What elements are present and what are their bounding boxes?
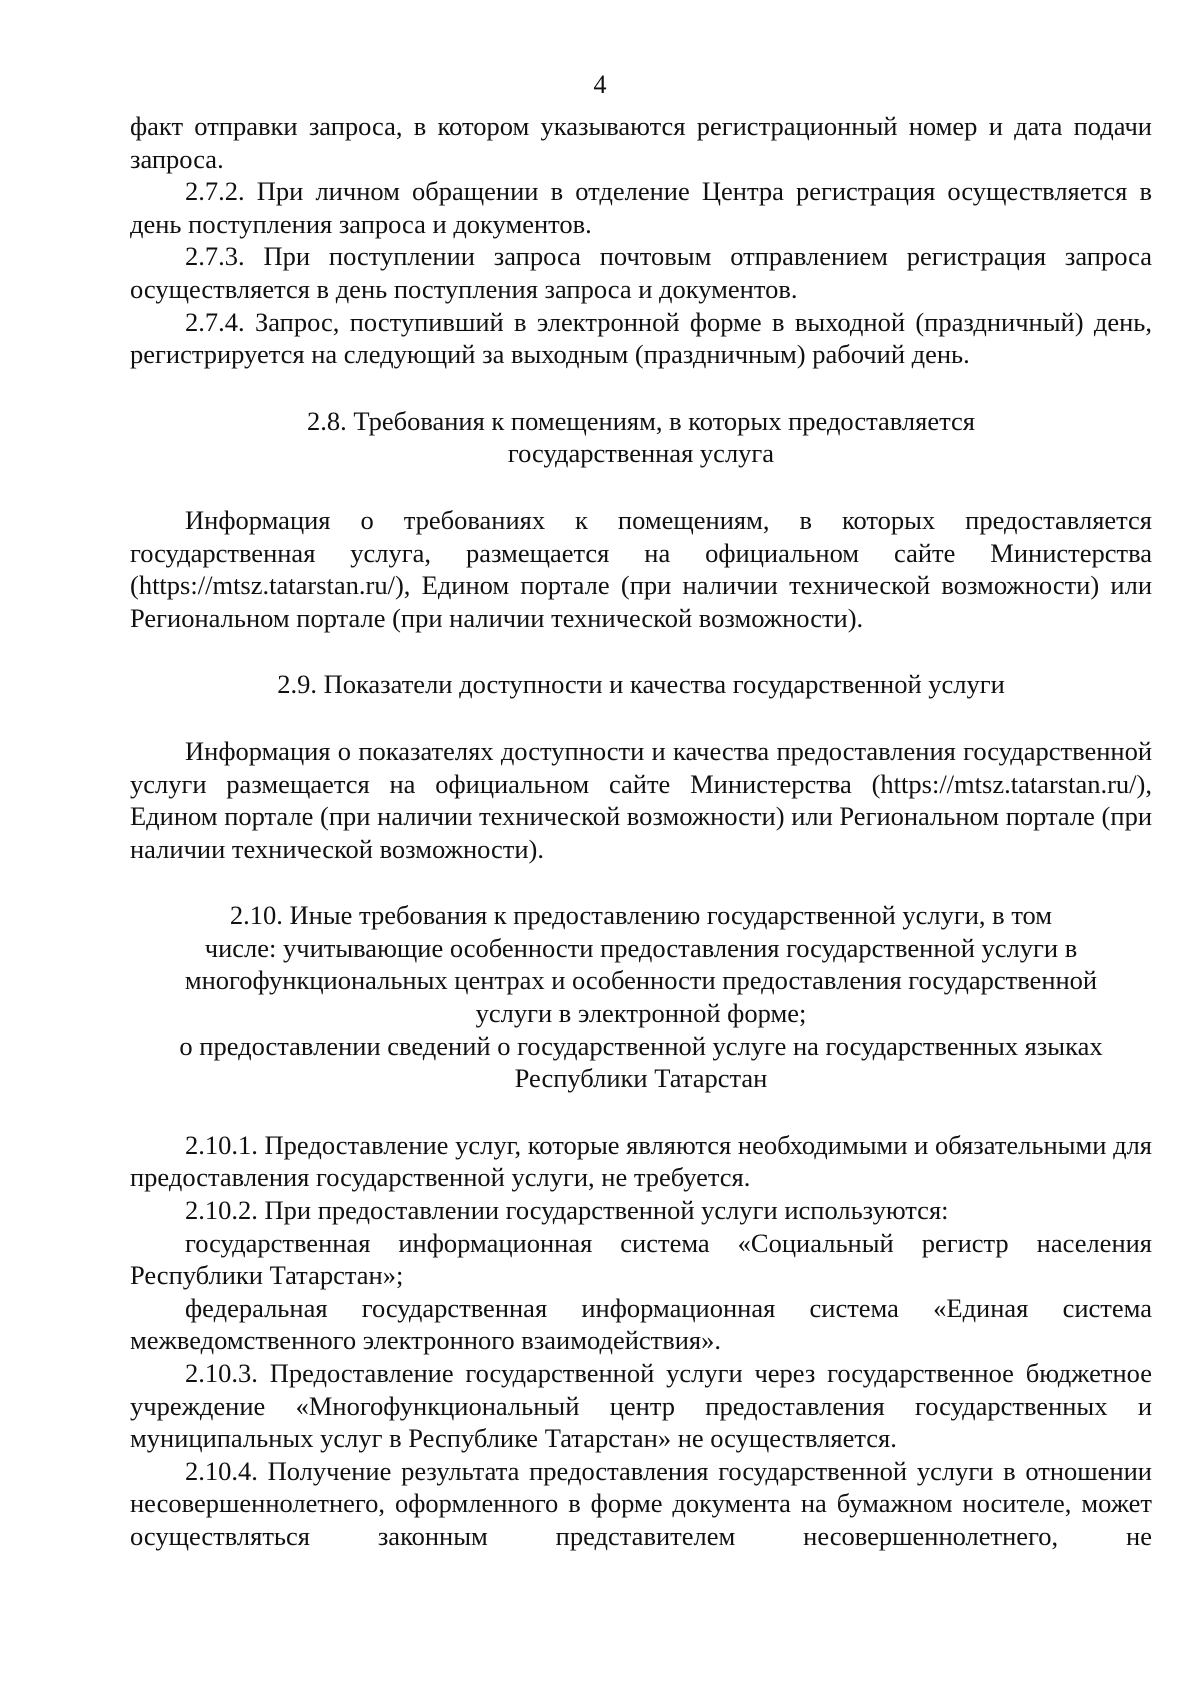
paragraph-2-7-3: 2.7.3. При поступлении запроса почтовым отправлением регистрация запроса осуществляется в день поступления запроса и документов. (130, 241, 1152, 304)
spacer (130, 470, 1152, 504)
section-heading-2-9: 2.9. Показатели доступности и качества государственной услуги (277, 669, 1005, 700)
heading-2-10-line-1: 2.10. Иные требования к предоставлению государственной услуги, в том (229, 900, 1053, 931)
paragraph-smev: федеральная государственная информационная система «Единая система межведомственного электронного взаимодействия». (130, 1292, 1152, 1356)
spacer (130, 1095, 1152, 1129)
spacer (130, 371, 1152, 405)
paragraph-2-10-1: 2.10.1. Предоставление услуг, которые являются необходимыми и обязательными для предоставления государственной услуги, не требуется. (130, 1129, 1152, 1193)
section-heading-2-10 (130, 899, 1152, 1095)
paragraph-2-10-4: 2.10.4. Получение результата предоставления государственной услуги в отношении несовершеннолетнего, оформленного в форме документа на бумажном носителе, может осуществляться законным представителем несовершеннолетнего, не (130, 1455, 1152, 1551)
heading-2-8-line-1: 2.8. Требования к помещениям, в которых предоставляется (307, 405, 975, 436)
heading-2-10-line-4: услуги в электронной форме; (475, 998, 807, 1029)
heading-2-8-line-2: государственная услуга (507, 438, 775, 469)
heading-2-10-line-5: о предоставлении сведений о государственной услуге на государственных языках (179, 1030, 1103, 1061)
section-heading-2-8 (130, 405, 1152, 470)
paragraph-2-10-2: 2.10.2. При предоставлении государственной услуги используются: (185, 1195, 949, 1226)
heading-2-10-line-2: числе: учитывающие особенности предоставления государственной услуги в (204, 932, 1078, 963)
heading-2-10-line-6: Республики Татарстан (514, 1063, 768, 1094)
paragraph-2-9-body: Информация о показателях доступности и качества предоставления государственной услуги размещается на официальном сайте Министерства (https://mtsz.tatarstan.ru/), Едином портале (при наличии технической возможности) или Региональном портале (при наличии технической возможности). (130, 735, 1152, 864)
spacer (130, 865, 1152, 899)
paragraph-2-7-2: 2.7.2. При личном обращении в отделение Центра регистрация осуществляется в день поступления запроса и документов. (130, 176, 1152, 239)
heading-2-10-line-3: многофункциональных центрах и особенности предоставления государственной (184, 965, 1098, 996)
paragraph-social-register: государственная информационная система «Социальный регистр населения Республики Татарстан»; (130, 1227, 1152, 1291)
page-number: 4 (593, 70, 607, 99)
paragraph-2-7-4: 2.7.4. Запрос, поступивший в электронной форме в выходной (праздничный) день, регистрируется на следующий за выходным (праздничным) рабочий день. (130, 306, 1152, 370)
paragraph-continuation: факт отправки запроса, в котором указываются регистрационный номер и дата подачи запроса. (130, 111, 1152, 174)
paragraph-2-10-3: 2.10.3. Предоставление государственной услуги через государственное бюджетное учреждение «Многофункциональный центр предоставления государственных и муниципальных услуг в Республике Татарстан» не осуществляется. (130, 1358, 1152, 1454)
document-body (130, 110, 1152, 1553)
paragraph-2-8-body: Информация о требованиях к помещениям, в которых предоставляется государственная услуга, размещается на официальном сайте Министерства (https://mtsz.tatarstan.ru/), Едином портале (при наличии технической возможности) или Региональном портале (при наличии технической возможности). (130, 504, 1152, 633)
spacer (130, 701, 1152, 735)
spacer (130, 634, 1152, 668)
